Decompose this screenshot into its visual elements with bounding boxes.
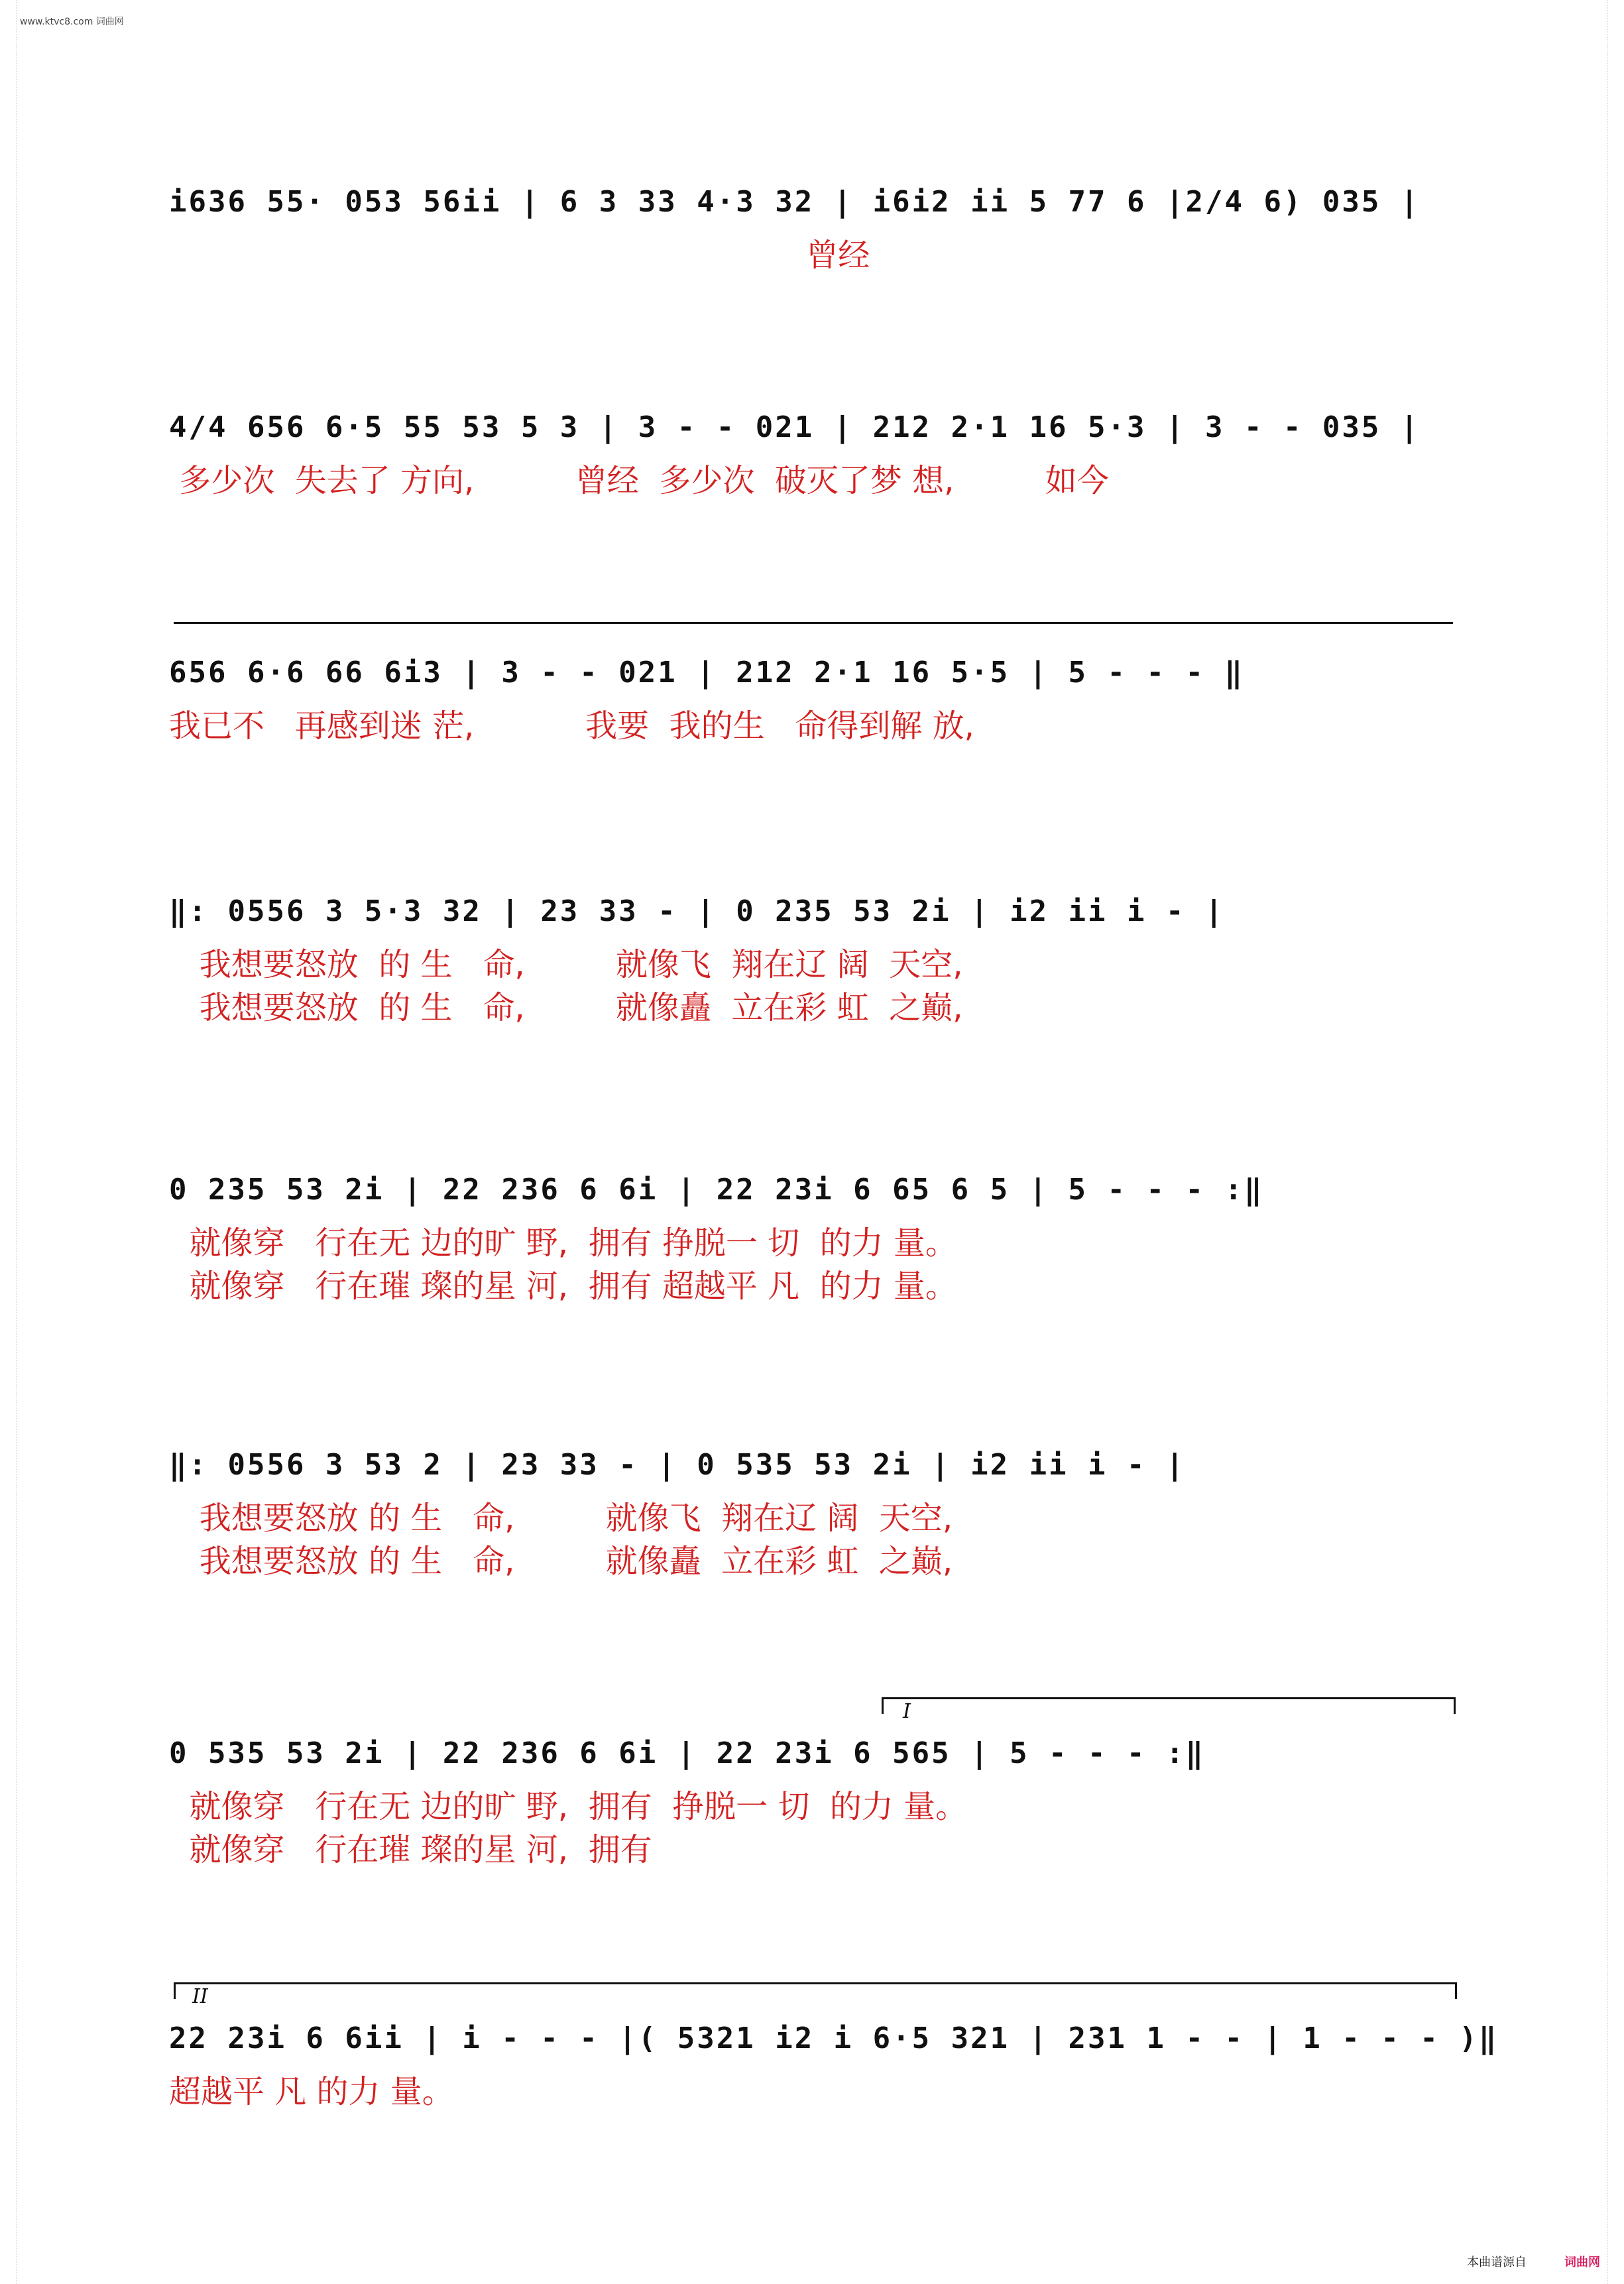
lyric-line: 我已不 再感到迷 茫, 我要 我的生 命得到解 放, — [169, 707, 974, 745]
lyric-line: 我想要怒放 的 生 命, 就像飞 翔在辽 阔 天空, — [169, 1500, 953, 1537]
volta-label-1: I — [903, 1700, 911, 1723]
lyric-line: 就像穿 行在无 边的旷 野, 拥有 挣脱一 切 的力 量。 — [169, 1225, 957, 1262]
notation-line: 656 6·6 66 6i3 | 3 - - 021 | 212 2·1 16 5·5 | 5 - - - ‖ — [169, 656, 1244, 690]
notation-line: 4/4 656 6·5 55 53 5 3 | 3 - - 021 | 212 2·1 16 5·3 | 3 - - 035 | — [169, 410, 1421, 444]
source-note: 本曲谱源自 — [1467, 2255, 1527, 2269]
notation-line: ‖: 0556 3 53 2 | 23 33 - | 0 535 53 2i | i2 ii i - | — [169, 1448, 1186, 1482]
lyric-line: 就像穿 行在璀 璨的星 河, 拥有 — [169, 1831, 652, 1868]
notation-line: 0 235 53 2i | 22 236 6 6i | 22 23i 6 65 6 5 | 5 - - - :‖ — [169, 1173, 1264, 1207]
lyric-line: 就像穿 行在璀 璨的星 河, 拥有 超越平 凡 的力 量。 — [169, 1268, 957, 1305]
lyric-line: 我想要怒放 的 生 命, 就像矗 立在彩 虹 之巅, — [169, 989, 963, 1026]
notation-line: 22 23i 6 6ii | i - - - |( 5321 i2 i 6·5 321 | 231 1 - - | 1 - - - )‖ — [169, 2021, 1499, 2055]
notation-line: i636 55· 053 56ii | 6 3 33 4·3 32 | i6i2 ii 5 77 6 |2/4 6) 035 | — [169, 185, 1421, 219]
lyric-line: 多少次 失去了 方向, 曾经 多少次 破灭了梦 想, 如今 — [169, 462, 1109, 499]
section-line — [174, 622, 1453, 624]
volta-bracket-1 — [882, 1697, 1456, 1714]
lyric-line: 曾经 — [169, 237, 870, 274]
lyric-line: 我想要怒放 的 生 命, 就像矗 立在彩 虹 之巅, — [169, 1543, 953, 1580]
right-margin-strip — [1607, 0, 1624, 2284]
notation-line: ‖: 0556 3 5·3 32 | 23 33 - | 0 235 53 2i | i2 ii i - | — [169, 894, 1225, 928]
site-url[interactable]: www.ktvc8.com 词曲网 — [20, 17, 124, 27]
volta-bracket-2 — [174, 1982, 1457, 1999]
notation-line: 0 535 53 2i | 22 236 6 6i | 22 23i 6 565 | 5 - - - :‖ — [169, 1736, 1205, 1770]
lyric-line: 我想要怒放 的 生 命, 就像飞 翔在辽 阔 天空, — [169, 946, 963, 983]
lyric-line: 就像穿 行在无 边的旷 野, 拥有 挣脱一 切 的力 量。 — [169, 1788, 968, 1825]
site-logo[interactable]: 词曲网 — [1564, 2255, 1600, 2269]
lyric-line: 超越平 凡 的力 量。 — [169, 2073, 454, 2110]
volta-label-2: II — [192, 1985, 208, 2008]
left-margin-strip — [0, 0, 17, 2284]
